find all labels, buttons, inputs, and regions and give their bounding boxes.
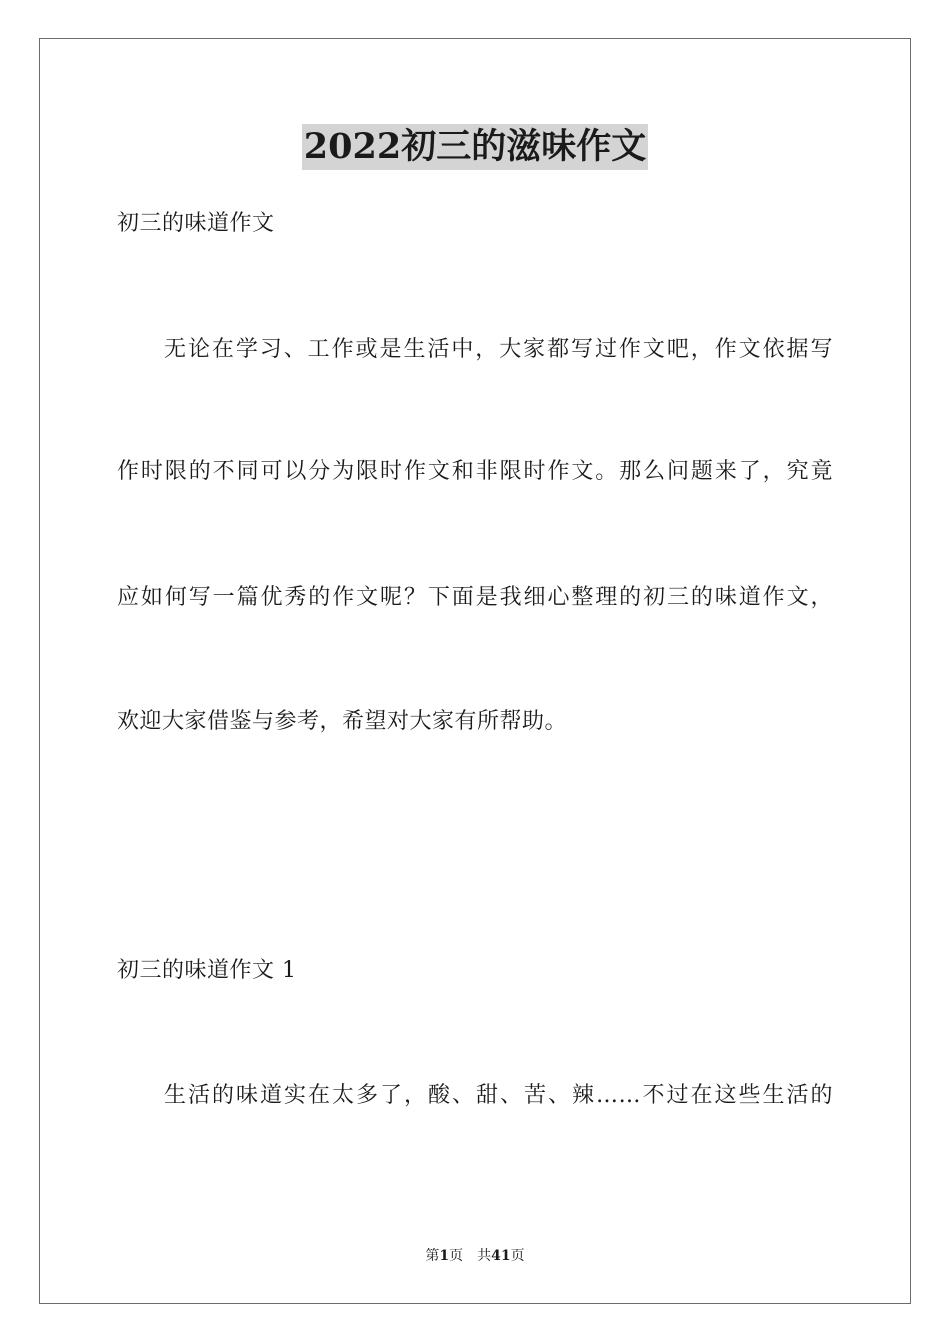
section-line-1: 生活的味道实在太多了，酸、甜、苦、辣……不过在这些生活的 bbox=[164, 1083, 833, 1108]
footer-page-number: 1 bbox=[439, 1248, 450, 1264]
intro-line-3: 应如何写一篇优秀的作文呢？下面是我细心整理的初三的味道作文， bbox=[117, 585, 833, 610]
document-title bbox=[0, 124, 950, 170]
page-footer bbox=[0, 1246, 950, 1266]
document-subtitle: 初三的味道作文 bbox=[117, 211, 275, 236]
document-title-text: 2022初三的滋味作文 bbox=[302, 124, 648, 170]
intro-line-1: 无论在学习、工作或是生活中，大家都写过作文吧，作文依据写 bbox=[164, 337, 833, 362]
footer-page-suffix: 页 bbox=[449, 1248, 464, 1264]
intro-line-2: 作时限的不同可以分为限时作文和非限时作文。那么问题来了，究竟 bbox=[117, 459, 833, 484]
footer-page-prefix: 第 bbox=[425, 1248, 440, 1264]
footer-total-prefix: 共 bbox=[477, 1248, 492, 1264]
section-heading: 初三的味道作文 1 bbox=[117, 958, 297, 983]
footer-total-suffix: 页 bbox=[510, 1248, 525, 1264]
footer-total-pages: 41 bbox=[491, 1248, 511, 1264]
intro-line-4: 欢迎大家借鉴与参考，希望对大家有所帮助。 bbox=[117, 709, 568, 734]
